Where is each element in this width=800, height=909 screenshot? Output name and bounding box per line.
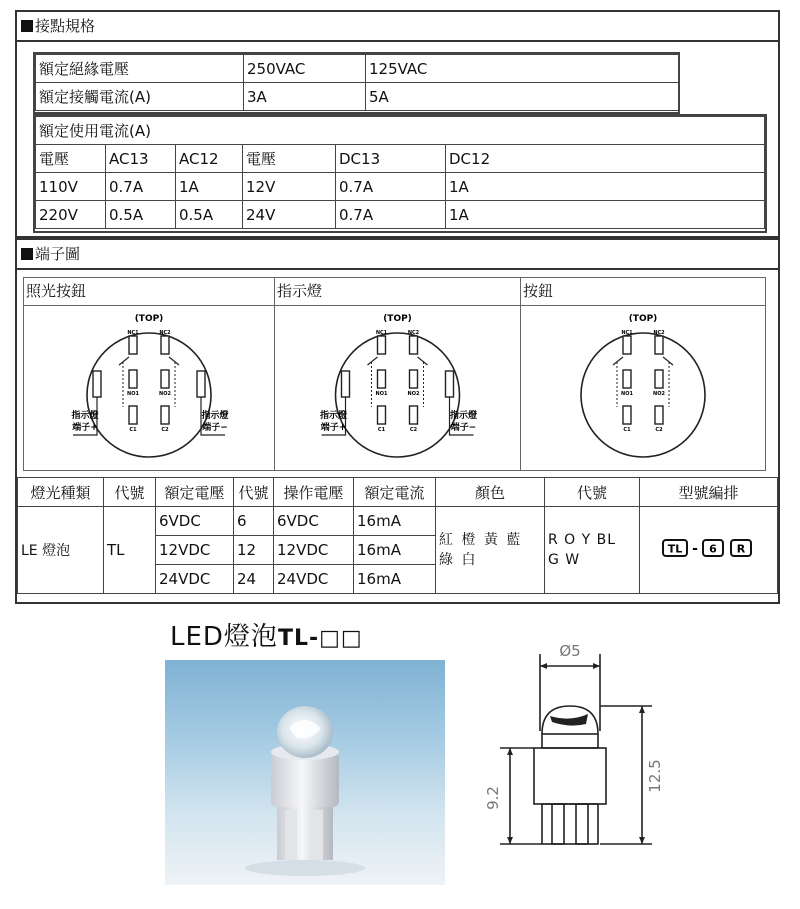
pin-label: NC2 bbox=[407, 330, 420, 336]
header-cell: 電壓 bbox=[36, 145, 106, 173]
pin-label: NO2 bbox=[653, 391, 665, 397]
insulation-label: 額定絕緣電壓 bbox=[36, 55, 244, 83]
pin-label: C1 bbox=[377, 427, 386, 433]
header-cell: 代號 bbox=[545, 478, 640, 507]
terminal-pin bbox=[378, 406, 386, 424]
terminal-pin bbox=[378, 336, 386, 354]
lamp-terminal bbox=[342, 371, 350, 397]
lamp-note-left: 端子+ bbox=[320, 423, 347, 433]
table-cell: 1A bbox=[446, 201, 765, 229]
led-title-text: LED燈泡 bbox=[170, 622, 278, 652]
table-cell: 24VDC bbox=[274, 565, 354, 594]
square-bullet-icon bbox=[21, 20, 33, 32]
lamp-note-right: 端子− bbox=[202, 423, 228, 433]
terminal-pin bbox=[655, 336, 663, 354]
pin-label: C2 bbox=[409, 427, 418, 433]
table-row bbox=[36, 145, 765, 173]
terminal-cell-lit-button bbox=[24, 278, 275, 470]
indicator-diagram bbox=[275, 307, 520, 469]
table-cell: 16mA bbox=[354, 536, 436, 565]
table-cell: 6 bbox=[234, 507, 274, 536]
terminal-pin bbox=[623, 336, 631, 354]
terminal-pin bbox=[655, 370, 663, 388]
pin-label: C2 bbox=[161, 427, 169, 433]
terminal-pin bbox=[410, 370, 418, 388]
pin-label: NC1 bbox=[375, 330, 388, 336]
table-cell: 24V bbox=[243, 201, 336, 229]
header-cell: DC13 bbox=[336, 145, 446, 173]
header-cell: 代號 bbox=[234, 478, 274, 507]
contact-spec-title: 接點規格 bbox=[35, 17, 96, 35]
housing-circle bbox=[336, 333, 460, 457]
top-label: (TOP) bbox=[134, 314, 164, 324]
contact-current-label: 額定接觸電流(A) bbox=[36, 83, 244, 111]
terminal-pin bbox=[161, 370, 169, 388]
pin-label: C1 bbox=[129, 427, 137, 433]
contact-arm bbox=[119, 357, 179, 365]
lamp-note-right: 端子− bbox=[450, 423, 477, 433]
model-format-graphic bbox=[659, 537, 759, 559]
terminal-pin bbox=[129, 336, 137, 354]
terminal-title: 端子圖 bbox=[35, 245, 81, 263]
model-part-1: TL bbox=[667, 542, 682, 556]
dim-diameter: Ø5 bbox=[559, 642, 581, 660]
table-cell: 0.7A bbox=[336, 201, 446, 229]
terminal-pin bbox=[378, 370, 386, 388]
table-cell: 12VDC bbox=[156, 536, 234, 565]
header-cell: 額定電壓 bbox=[156, 478, 234, 507]
contact-arm bbox=[613, 357, 673, 365]
lamp-terminal bbox=[197, 371, 205, 397]
table-cell: 0.7A bbox=[106, 173, 176, 201]
terminal-cell-label: 按鈕 bbox=[521, 278, 766, 306]
terminal-diagrams bbox=[23, 277, 766, 471]
pin-label: NC2 bbox=[159, 330, 171, 336]
pin-label: NC2 bbox=[653, 330, 665, 336]
table-cell: 220V bbox=[36, 201, 106, 229]
terminal-cell-label: 指示燈 bbox=[275, 278, 520, 306]
housing-circle bbox=[87, 333, 211, 457]
led-photo bbox=[165, 660, 445, 885]
contact-spec-header bbox=[17, 12, 778, 42]
color-line: 紅 橙 黃 藍 bbox=[439, 532, 523, 548]
led-code: TL-□□ bbox=[277, 626, 363, 651]
color-cell bbox=[436, 507, 545, 594]
table-cell: 0.5A bbox=[106, 201, 176, 229]
pin-label: NC1 bbox=[621, 330, 633, 336]
header-cell: 顏色 bbox=[436, 478, 545, 507]
pin-label: NO2 bbox=[159, 391, 171, 397]
housing-circle bbox=[581, 333, 705, 457]
model-table bbox=[17, 477, 778, 594]
lamp-note-left: 指示燈 bbox=[319, 411, 348, 421]
square-bullet-icon bbox=[21, 248, 33, 260]
header-cell: 型號編排 bbox=[640, 478, 778, 507]
color-code-line: R O Y BL bbox=[548, 532, 617, 548]
terminal-pin bbox=[129, 406, 137, 424]
terminal-pin bbox=[129, 370, 137, 388]
header-cell: 燈光種類 bbox=[18, 478, 104, 507]
insulation-table bbox=[35, 54, 679, 111]
table-cell: 6VDC bbox=[274, 507, 354, 536]
button-diagram bbox=[521, 307, 765, 469]
pin-label: C2 bbox=[655, 427, 663, 433]
light-type-cell: LE 燈泡 bbox=[18, 507, 104, 594]
table-cell: 16mA bbox=[354, 565, 436, 594]
terminal-pin bbox=[623, 406, 631, 424]
contact-arm bbox=[368, 357, 428, 365]
terminal-pin bbox=[161, 406, 169, 424]
table-cell: 0.5A bbox=[176, 201, 243, 229]
contact-current-v2: 5A bbox=[366, 83, 679, 111]
table-cell: 12VDC bbox=[274, 536, 354, 565]
table-row bbox=[36, 173, 765, 201]
use-current-label: 額定使用電流(A) bbox=[36, 117, 765, 145]
terminal-cell-indicator bbox=[275, 278, 521, 470]
terminal-pin bbox=[655, 406, 663, 424]
table-cell: 12 bbox=[234, 536, 274, 565]
lamp-note-right: 指示燈 bbox=[449, 411, 478, 421]
table-cell: 6VDC bbox=[156, 507, 234, 536]
color-line: 綠 白 bbox=[439, 552, 478, 568]
terminal-pin bbox=[623, 370, 631, 388]
table-row bbox=[18, 478, 778, 507]
type-code-cell: TL bbox=[104, 507, 156, 594]
terminal-pin bbox=[410, 406, 418, 424]
header-cell: 電壓 bbox=[243, 145, 336, 173]
color-code-line: G W bbox=[548, 552, 581, 568]
table-row bbox=[18, 507, 778, 536]
table-cell: 110V bbox=[36, 173, 106, 201]
model-dash: - bbox=[691, 541, 698, 557]
header-cell: AC12 bbox=[176, 145, 243, 173]
pin-label: NO1 bbox=[621, 391, 633, 397]
pin-label: NO1 bbox=[127, 391, 139, 397]
table-row bbox=[36, 117, 765, 145]
table-row bbox=[36, 201, 765, 229]
pin-label: C1 bbox=[623, 427, 631, 433]
pin-label: NC1 bbox=[127, 330, 139, 336]
lamp-note-right: 指示燈 bbox=[201, 411, 229, 421]
table-row bbox=[36, 83, 679, 111]
header-cell: 代號 bbox=[104, 478, 156, 507]
table-cell: 1A bbox=[176, 173, 243, 201]
header-cell: AC13 bbox=[106, 145, 176, 173]
contact-current-v1: 3A bbox=[244, 83, 366, 111]
terminal-cell-label: 照光按鈕 bbox=[24, 278, 274, 306]
pin-label: NO1 bbox=[375, 391, 388, 397]
table-cell: 24 bbox=[234, 565, 274, 594]
header-cell: 操作電壓 bbox=[274, 478, 354, 507]
dim-height: 12.5 bbox=[646, 759, 664, 793]
led-dimension-drawing bbox=[470, 636, 670, 870]
top-label: (TOP) bbox=[383, 314, 412, 324]
lamp-note-left: 指示燈 bbox=[71, 411, 99, 421]
table-cell: 0.7A bbox=[336, 173, 446, 201]
color-code-cell bbox=[545, 507, 640, 594]
terminal-pin bbox=[410, 336, 418, 354]
header-cell: 額定電流 bbox=[354, 478, 436, 507]
table-cell: 1A bbox=[446, 173, 765, 201]
lamp-terminal bbox=[446, 371, 454, 397]
lamp-note-left: 端子+ bbox=[72, 423, 98, 433]
terminal-cell-button bbox=[521, 278, 766, 470]
model-part-3: R bbox=[736, 542, 745, 556]
pin-label: NO2 bbox=[407, 391, 420, 397]
table-cell: 12V bbox=[243, 173, 336, 201]
insulation-v2: 125VAC bbox=[366, 55, 679, 83]
insulation-v1: 250VAC bbox=[244, 55, 366, 83]
terminal-header bbox=[17, 240, 778, 270]
table-cell: 24VDC bbox=[156, 565, 234, 594]
use-current-table bbox=[35, 116, 765, 229]
table-cell: 16mA bbox=[354, 507, 436, 536]
model-format-cell bbox=[640, 507, 778, 594]
top-label: (TOP) bbox=[628, 314, 658, 324]
lit-button-diagram bbox=[24, 307, 274, 469]
header-cell: DC12 bbox=[446, 145, 765, 173]
model-part-2: 6 bbox=[708, 542, 717, 556]
led-bulb-image bbox=[165, 660, 445, 885]
table-row bbox=[36, 55, 679, 83]
led-title bbox=[170, 616, 363, 653]
dim-body: 9.2 bbox=[484, 786, 502, 810]
terminal-pin bbox=[161, 336, 169, 354]
lamp-terminal bbox=[93, 371, 101, 397]
